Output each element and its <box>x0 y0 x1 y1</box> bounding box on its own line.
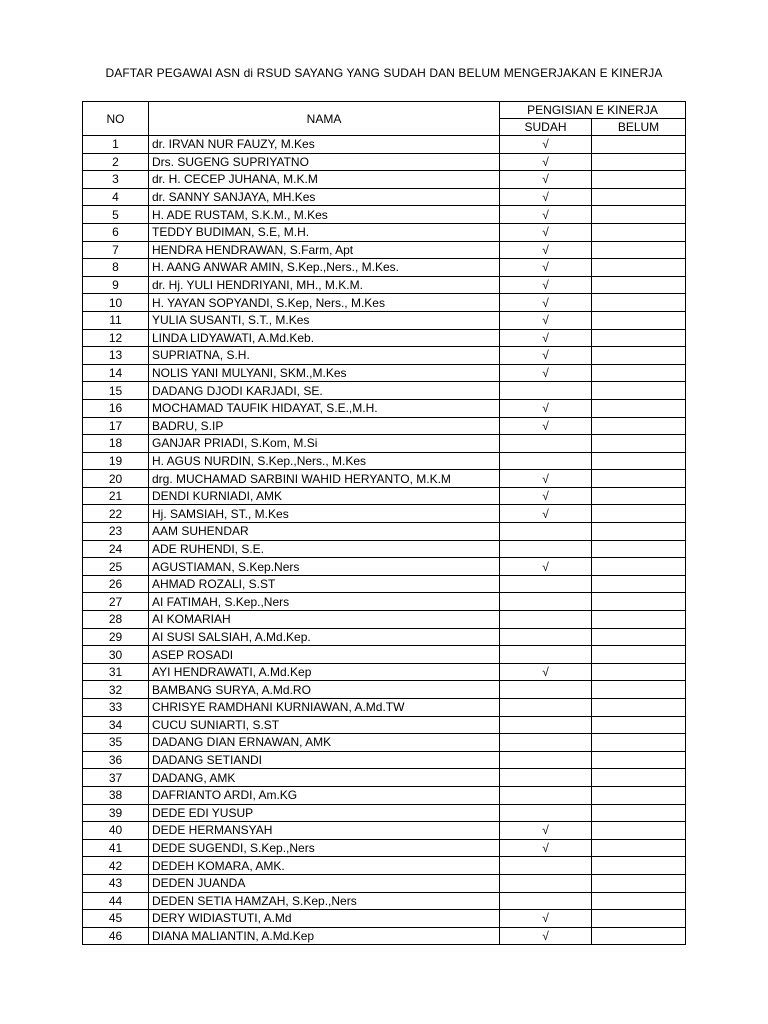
row-number-cell: 15 <box>83 382 149 400</box>
table-row <box>83 874 686 892</box>
table-row <box>83 611 686 629</box>
employee-name-cell: SUPRIATNA, S.H. <box>149 347 500 365</box>
employee-name-cell: H. AANG ANWAR AMIN, S.Kep.,Ners., M.Kes. <box>149 259 500 277</box>
row-number-cell: 3 <box>83 171 149 189</box>
table-row <box>83 417 686 435</box>
belum-check-cell <box>592 558 686 576</box>
row-number-cell: 30 <box>83 646 149 664</box>
row-number-cell: 16 <box>83 399 149 417</box>
table-row <box>83 276 686 294</box>
row-number-cell: 45 <box>83 910 149 928</box>
table-row <box>83 646 686 664</box>
employee-name-cell: AGUSTIAMAN, S.Kep.Ners <box>149 558 500 576</box>
row-number-cell: 6 <box>83 223 149 241</box>
sudah-check-cell: √ <box>500 417 592 435</box>
row-number-cell: 19 <box>83 452 149 470</box>
belum-check-cell <box>592 892 686 910</box>
belum-check-cell <box>592 910 686 928</box>
employee-name-cell: LINDA LIDYAWATI, A.Md.Keb. <box>149 329 500 347</box>
belum-check-cell <box>592 523 686 541</box>
employee-name-cell: DADANG SETIANDI <box>149 751 500 769</box>
table-body <box>83 136 686 945</box>
row-number-cell: 24 <box>83 540 149 558</box>
table-row <box>83 558 686 576</box>
belum-check-cell <box>592 540 686 558</box>
sudah-check-cell: √ <box>500 171 592 189</box>
table-row <box>83 751 686 769</box>
row-number-cell: 14 <box>83 364 149 382</box>
belum-check-cell <box>592 804 686 822</box>
row-number-cell: 1 <box>83 136 149 154</box>
table-row <box>83 523 686 541</box>
sudah-check-cell: √ <box>500 223 592 241</box>
employee-name-cell: CUCU SUNIARTI, S.ST <box>149 716 500 734</box>
belum-check-cell <box>592 593 686 611</box>
employee-name-cell: dr. Hj. YULI HENDRIYANI, MH., M.K.M. <box>149 276 500 294</box>
employee-name-cell: Drs. SUGENG SUPRIYATNO <box>149 153 500 171</box>
belum-check-cell <box>592 716 686 734</box>
table-row <box>83 311 686 329</box>
table-row <box>83 487 686 505</box>
employee-name-cell: AI KOMARIAH <box>149 611 500 629</box>
sudah-check-cell <box>500 435 592 453</box>
sudah-check-cell: √ <box>500 663 592 681</box>
employee-name-cell: AHMAD ROZALI, S.ST <box>149 575 500 593</box>
row-number-cell: 38 <box>83 786 149 804</box>
sudah-check-cell <box>500 611 592 629</box>
table-row <box>83 593 686 611</box>
employee-name-cell: BAMBANG SURYA, A.Md.RO <box>149 681 500 699</box>
employee-name-cell: dr. IRVAN NUR FAUZY, M.Kes <box>149 136 500 154</box>
belum-check-cell <box>592 839 686 857</box>
belum-check-cell <box>592 734 686 752</box>
employee-name-cell: DIANA MALIANTIN, A.Md.Kep <box>149 927 500 945</box>
belum-check-cell <box>592 417 686 435</box>
employee-name-cell: dr. SANNY SANJAYA, MH.Kes <box>149 188 500 206</box>
sudah-check-cell <box>500 452 592 470</box>
row-number-cell: 4 <box>83 188 149 206</box>
row-number-cell: 25 <box>83 558 149 576</box>
sudah-check-cell <box>500 540 592 558</box>
table-row <box>83 734 686 752</box>
employee-name-cell: TEDDY BUDIMAN, S.E, M.H. <box>149 223 500 241</box>
belum-check-cell <box>592 505 686 523</box>
table-row <box>83 364 686 382</box>
employee-name-cell: DADANG, AMK <box>149 769 500 787</box>
employee-name-cell: DEDE EDI YUSUP <box>149 804 500 822</box>
table-row <box>83 347 686 365</box>
table-row <box>83 136 686 154</box>
sudah-check-cell: √ <box>500 487 592 505</box>
belum-check-cell <box>592 751 686 769</box>
belum-check-cell <box>592 646 686 664</box>
belum-check-cell <box>592 822 686 840</box>
row-number-cell: 33 <box>83 699 149 717</box>
table-row <box>83 171 686 189</box>
sudah-check-cell: √ <box>500 311 592 329</box>
belum-check-cell <box>592 786 686 804</box>
row-number-cell: 36 <box>83 751 149 769</box>
row-number-cell: 21 <box>83 487 149 505</box>
row-number-cell: 22 <box>83 505 149 523</box>
sudah-check-cell: √ <box>500 136 592 154</box>
row-number-cell: 35 <box>83 734 149 752</box>
table-row <box>83 223 686 241</box>
belum-check-cell <box>592 294 686 312</box>
belum-check-cell <box>592 927 686 945</box>
employee-name-cell: dr. H. CECEP JUHANA, M.K.M <box>149 171 500 189</box>
row-number-cell: 20 <box>83 470 149 488</box>
table-row <box>83 822 686 840</box>
table-row <box>83 206 686 224</box>
table-row <box>83 382 686 400</box>
sudah-check-cell <box>500 681 592 699</box>
row-number-cell: 37 <box>83 769 149 787</box>
sudah-check-cell <box>500 751 592 769</box>
belum-check-cell <box>592 329 686 347</box>
sudah-check-cell: √ <box>500 927 592 945</box>
row-number-cell: 17 <box>83 417 149 435</box>
sudah-check-cell <box>500 699 592 717</box>
table-row <box>83 294 686 312</box>
table-row <box>83 188 686 206</box>
employee-name-cell: DADANG DJODI KARJADI, SE. <box>149 382 500 400</box>
belum-check-cell <box>592 259 686 277</box>
table-row <box>83 470 686 488</box>
sudah-check-cell <box>500 874 592 892</box>
table-row <box>83 839 686 857</box>
employee-table <box>82 101 686 945</box>
employee-name-cell: H. AGUS NURDIN, S.Kep.,Ners., M.Kes <box>149 452 500 470</box>
employee-name-cell: H. YAYAN SOPYANDI, S.Kep, Ners., M.Kes <box>149 294 500 312</box>
table-row <box>83 769 686 787</box>
row-number-cell: 9 <box>83 276 149 294</box>
sudah-check-cell: √ <box>500 558 592 576</box>
table-row <box>83 540 686 558</box>
row-number-cell: 10 <box>83 294 149 312</box>
sudah-check-cell <box>500 786 592 804</box>
belum-check-cell <box>592 347 686 365</box>
belum-check-cell <box>592 435 686 453</box>
sudah-check-cell: √ <box>500 206 592 224</box>
table-row <box>83 575 686 593</box>
row-number-cell: 2 <box>83 153 149 171</box>
sudah-check-cell: √ <box>500 347 592 365</box>
belum-check-cell <box>592 575 686 593</box>
employee-name-cell: DEDEN JUANDA <box>149 874 500 892</box>
belum-check-cell <box>592 487 686 505</box>
employee-name-cell: DADANG DIAN ERNAWAN, AMK <box>149 734 500 752</box>
employee-name-cell: YULIA SUSANTI, S.T., M.Kes <box>149 311 500 329</box>
table-row <box>83 663 686 681</box>
sudah-check-cell <box>500 646 592 664</box>
row-number-cell: 34 <box>83 716 149 734</box>
table-row <box>83 910 686 928</box>
belum-check-cell <box>592 136 686 154</box>
belum-check-cell <box>592 452 686 470</box>
table-row <box>83 804 686 822</box>
sudah-check-cell <box>500 857 592 875</box>
employee-name-cell: ASEP ROSADI <box>149 646 500 664</box>
employee-name-cell: DERY WIDIASTUTI, A.Md <box>149 910 500 928</box>
column-header-sudah: SUDAH <box>500 119 592 136</box>
belum-check-cell <box>592 276 686 294</box>
document-title: DAFTAR PEGAWAI ASN di RSUD SAYANG YANG SUDAH DAN BELUM MENGERJAKAN E KINERJA <box>105 66 663 80</box>
sudah-check-cell <box>500 382 592 400</box>
belum-check-cell <box>592 628 686 646</box>
sudah-check-cell <box>500 575 592 593</box>
sudah-check-cell <box>500 804 592 822</box>
row-number-cell: 27 <box>83 593 149 611</box>
column-header-no: NO <box>83 102 149 136</box>
employee-name-cell: MOCHAMAD TAUFIK HIDAYAT, S.E.,M.H. <box>149 399 500 417</box>
column-header-nama: NAMA <box>149 102 500 136</box>
belum-check-cell <box>592 663 686 681</box>
row-number-cell: 23 <box>83 523 149 541</box>
sudah-check-cell: √ <box>500 505 592 523</box>
row-number-cell: 32 <box>83 681 149 699</box>
employee-name-cell: AI FATIMAH, S.Kep.,Ners <box>149 593 500 611</box>
belum-check-cell <box>592 311 686 329</box>
belum-check-cell <box>592 857 686 875</box>
belum-check-cell <box>592 206 686 224</box>
employee-name-cell: AYI HENDRAWATI, A.Md.Kep <box>149 663 500 681</box>
row-number-cell: 31 <box>83 663 149 681</box>
sudah-check-cell: √ <box>500 276 592 294</box>
row-number-cell: 18 <box>83 435 149 453</box>
sudah-check-cell: √ <box>500 822 592 840</box>
sudah-check-cell <box>500 716 592 734</box>
sudah-check-cell: √ <box>500 399 592 417</box>
employee-name-cell: DENDI KURNIADI, AMK <box>149 487 500 505</box>
belum-check-cell <box>592 874 686 892</box>
employee-name-cell: GANJAR PRIADI, S.Kom, M.Si <box>149 435 500 453</box>
row-number-cell: 29 <box>83 628 149 646</box>
row-number-cell: 11 <box>83 311 149 329</box>
belum-check-cell <box>592 399 686 417</box>
table-row <box>83 452 686 470</box>
table-row <box>83 435 686 453</box>
employee-name-cell: ADE RUHENDI, S.E. <box>149 540 500 558</box>
employee-name-cell: DEDEN SETIA HAMZAH, S.Kep.,Ners <box>149 892 500 910</box>
row-number-cell: 46 <box>83 927 149 945</box>
table-row <box>83 857 686 875</box>
row-number-cell: 44 <box>83 892 149 910</box>
table-row <box>83 628 686 646</box>
sudah-check-cell <box>500 593 592 611</box>
row-number-cell: 41 <box>83 839 149 857</box>
table-row <box>83 153 686 171</box>
belum-check-cell <box>592 769 686 787</box>
table-row <box>83 927 686 945</box>
sudah-check-cell: √ <box>500 188 592 206</box>
row-number-cell: 43 <box>83 874 149 892</box>
belum-check-cell <box>592 470 686 488</box>
row-number-cell: 8 <box>83 259 149 277</box>
sudah-check-cell <box>500 523 592 541</box>
column-header-belum: BELUM <box>592 119 686 136</box>
belum-check-cell <box>592 171 686 189</box>
employee-name-cell: BADRU, S.IP <box>149 417 500 435</box>
belum-check-cell <box>592 611 686 629</box>
belum-check-cell <box>592 382 686 400</box>
sudah-check-cell: √ <box>500 153 592 171</box>
sudah-check-cell: √ <box>500 839 592 857</box>
sudah-check-cell: √ <box>500 241 592 259</box>
employee-name-cell: DEDE SUGENDI, S.Kep.,Ners <box>149 839 500 857</box>
row-number-cell: 39 <box>83 804 149 822</box>
employee-name-cell: Hj. SAMSIAH, ST., M.Kes <box>149 505 500 523</box>
sudah-check-cell <box>500 892 592 910</box>
belum-check-cell <box>592 153 686 171</box>
row-number-cell: 5 <box>83 206 149 224</box>
sudah-check-cell: √ <box>500 364 592 382</box>
table-row <box>83 716 686 734</box>
employee-name-cell: AAM SUHENDAR <box>149 523 500 541</box>
belum-check-cell <box>592 241 686 259</box>
sudah-check-cell: √ <box>500 259 592 277</box>
employee-name-cell: DEDEH KOMARA, AMK. <box>149 857 500 875</box>
sudah-check-cell: √ <box>500 470 592 488</box>
employee-name-cell: AI SUSI SALSIAH, A.Md.Kep. <box>149 628 500 646</box>
sudah-check-cell <box>500 769 592 787</box>
employee-name-cell: NOLIS YANI MULYANI, SKM.,M.Kes <box>149 364 500 382</box>
table-row <box>83 505 686 523</box>
belum-check-cell <box>592 699 686 717</box>
sudah-check-cell: √ <box>500 294 592 312</box>
employee-name-cell: drg. MUCHAMAD SARBINI WAHID HERYANTO, M.K.M <box>149 470 500 488</box>
table-row <box>83 786 686 804</box>
row-number-cell: 7 <box>83 241 149 259</box>
table-row <box>83 399 686 417</box>
table-row <box>83 892 686 910</box>
employee-name-cell: H. ADE RUSTAM, S.K.M., M.Kes <box>149 206 500 224</box>
sudah-check-cell: √ <box>500 329 592 347</box>
employee-name-cell: CHRISYE RAMDHANI KURNIAWAN, A.Md.TW <box>149 699 500 717</box>
row-number-cell: 28 <box>83 611 149 629</box>
sudah-check-cell: √ <box>500 910 592 928</box>
table-row <box>83 699 686 717</box>
employee-name-cell: DAFRIANTO ARDI, Am.KG <box>149 786 500 804</box>
row-number-cell: 40 <box>83 822 149 840</box>
table-row <box>83 259 686 277</box>
employee-name-cell: DEDE HERMANSYAH <box>149 822 500 840</box>
row-number-cell: 42 <box>83 857 149 875</box>
row-number-cell: 12 <box>83 329 149 347</box>
sudah-check-cell <box>500 734 592 752</box>
row-number-cell: 13 <box>83 347 149 365</box>
column-group-header-pengisian: PENGISIAN E KINERJA <box>500 102 686 119</box>
table-row <box>83 681 686 699</box>
employee-name-cell: HENDRA HENDRAWAN, S.Farm, Apt <box>149 241 500 259</box>
belum-check-cell <box>592 223 686 241</box>
sudah-check-cell <box>500 628 592 646</box>
table-row <box>83 329 686 347</box>
row-number-cell: 26 <box>83 575 149 593</box>
table-row <box>83 241 686 259</box>
belum-check-cell <box>592 681 686 699</box>
belum-check-cell <box>592 188 686 206</box>
belum-check-cell <box>592 364 686 382</box>
